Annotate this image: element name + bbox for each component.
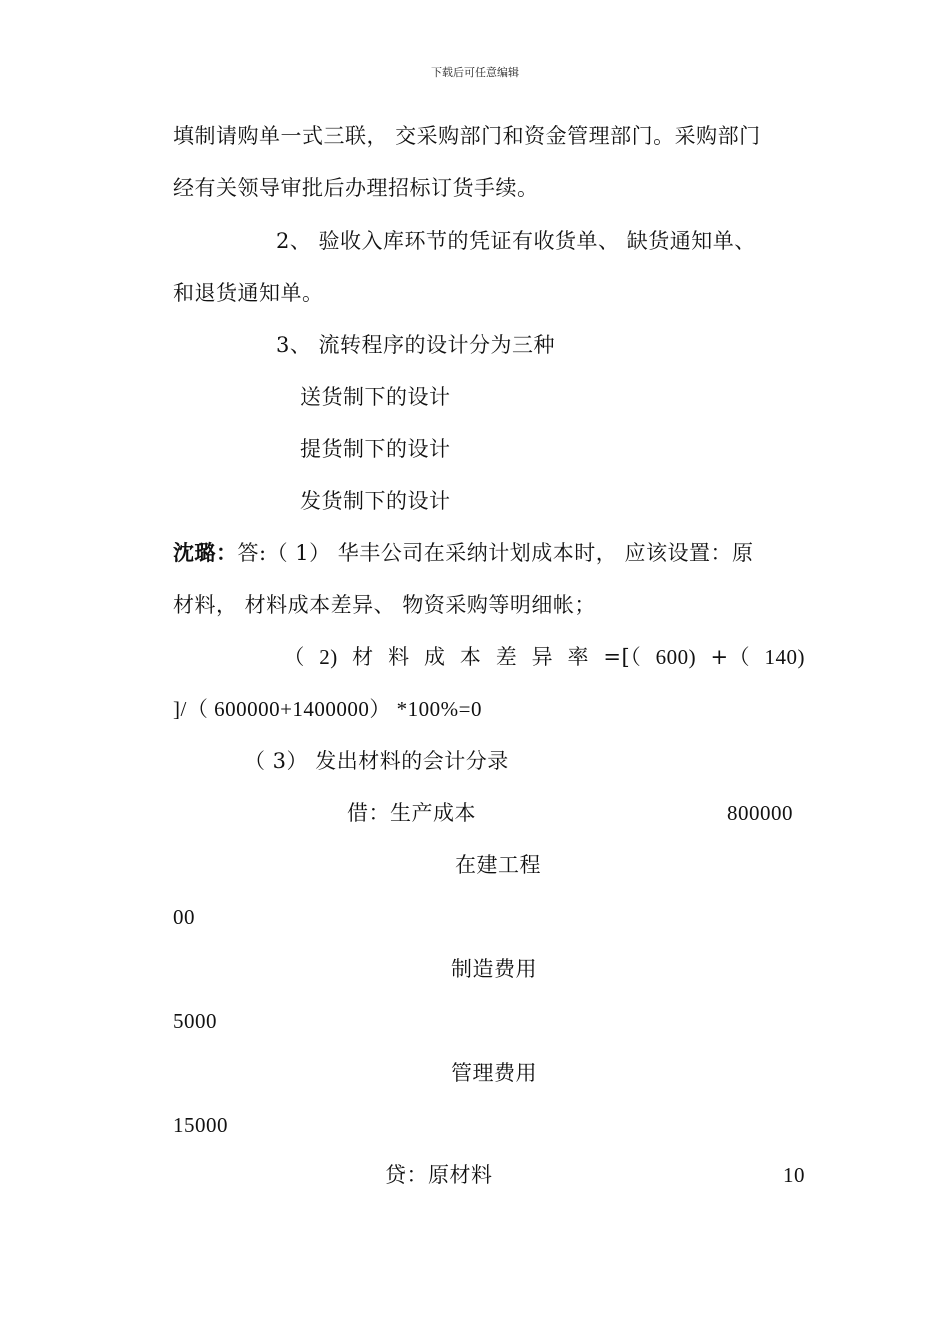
list-item-3: 3、 流转程序的设计分为三种 (276, 333, 556, 357)
account-manufacturing: 制造费用 (451, 957, 537, 981)
debit-label: 借：生产成本 (347, 801, 476, 825)
amount-management: 15000 (173, 1113, 228, 1137)
formula-part: （ (283, 645, 305, 669)
author-name: 沈璐： (173, 541, 238, 565)
list-item-2: 2、 验收入库环节的凭证有收货单、 缺货通知单、 (276, 229, 756, 253)
credit-amount: 10 (783, 1163, 805, 1187)
answer-line (173, 539, 753, 567)
section-heading: （ 3） 发出材料的会计分录 (244, 749, 509, 773)
page-header: 下载后可任意编辑 (431, 66, 519, 79)
amount-manufacturing: 5000 (173, 1009, 217, 1033)
paragraph-line: 填制请购单一式三联， 交采购部门和资金管理部门。采购部门 (173, 124, 761, 148)
account-construction: 在建工程 (455, 853, 541, 877)
formula-part: 600) (655, 645, 697, 669)
formula-part: 差 (495, 645, 518, 669)
formula-part: 率 (567, 645, 590, 669)
formula-part: 2) (319, 645, 338, 669)
formula-part: 料 (388, 645, 410, 669)
account-management: 管理费用 (451, 1061, 537, 1085)
formula-part: 本 (459, 645, 482, 669)
formula-part: 材 (352, 645, 374, 669)
formula-part: =[（ (603, 645, 642, 669)
sub-item-pickup: 提货制下的设计 (300, 437, 451, 461)
amount-construction: 00 (173, 905, 195, 929)
paragraph-line: 材料， 材料成本差异、 物资采购等明细帐； (173, 593, 596, 617)
formula-result: ]/（ 600000+1400000） *100%=0 (173, 697, 483, 721)
formula-part: 成 (423, 645, 446, 669)
sub-item-delivery: 送货制下的设计 (300, 385, 451, 409)
formula-part: 140) (764, 645, 805, 669)
debit-amount: 800000 (727, 801, 793, 825)
formula-line (173, 643, 805, 671)
sub-item-shipping: 发货制下的设计 (300, 489, 451, 513)
formula-part: +（ (710, 645, 751, 669)
paragraph-line: 经有关领导审批后办理招标订货手续。 (173, 176, 539, 200)
credit-label: 贷：原材料 (385, 1163, 493, 1187)
formula-part: 异 (531, 645, 554, 669)
answer-text: 答:（ 1） 华丰公司在采纳计划成本时， 应该设置：原 (237, 541, 754, 565)
paragraph-line: 和退货通知单。 (173, 281, 324, 305)
